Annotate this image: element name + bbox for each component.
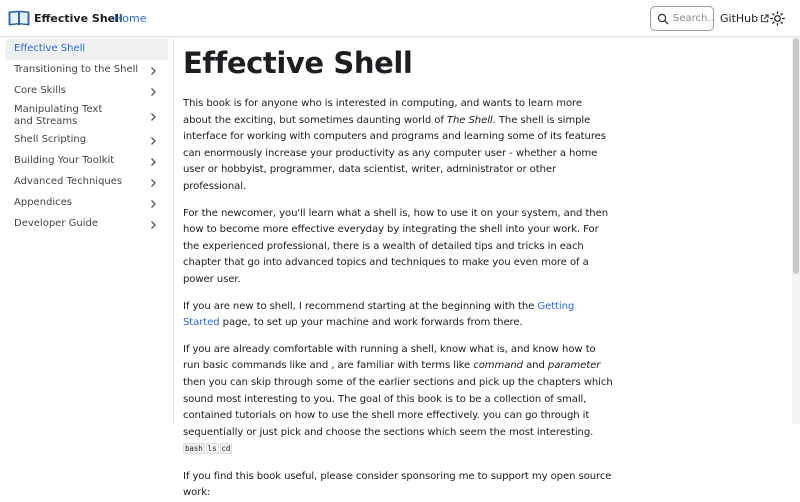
chevron-right-icon[interactable] bbox=[148, 112, 158, 122]
emphasis-text: The Shell bbox=[446, 114, 493, 126]
search-box[interactable] bbox=[650, 6, 714, 31]
top-navbar bbox=[0, 0, 800, 37]
book-logo-icon bbox=[8, 9, 30, 27]
sidebar-item-label: Building Your Toolkit bbox=[14, 155, 115, 167]
chevron-right-icon[interactable] bbox=[148, 136, 158, 146]
search-input[interactable] bbox=[673, 13, 715, 24]
sidebar-item-label: Manipulating Text and Streams bbox=[14, 103, 103, 127]
docs-sidebar bbox=[0, 38, 174, 424]
sponsor-paragraph: If you find this book useful, please consider sponsoring me to support my open source work: bbox=[183, 470, 612, 499]
github-link[interactable] bbox=[720, 12, 769, 25]
text-span: If you are new to shell, I recommend starting at the beginning with the bbox=[183, 300, 538, 312]
text-span: If you are already comfortable with running a shell, know what is, and know how to run basic commands like and , are familiar with terms like bbox=[183, 343, 596, 372]
chevron-right-icon[interactable] bbox=[148, 66, 158, 76]
sidebar-item-developer-guide[interactable] bbox=[5, 214, 168, 235]
nav-home-link[interactable]: Home bbox=[114, 12, 147, 25]
search-icon bbox=[657, 13, 669, 25]
chevron-right-icon[interactable] bbox=[148, 220, 158, 230]
sun-theme-toggle-icon[interactable] bbox=[770, 11, 785, 26]
page-scrollbar[interactable] bbox=[792, 38, 800, 424]
inline-code: bash bbox=[185, 444, 203, 454]
getting-started-paragraph bbox=[183, 299, 613, 332]
sidebar-item-building-toolkit[interactable] bbox=[5, 151, 168, 172]
sidebar-item-manipulating-text[interactable] bbox=[5, 102, 168, 130]
sidebar-item-appendices[interactable] bbox=[5, 193, 168, 214]
sidebar-item-core-skills[interactable] bbox=[5, 81, 168, 102]
brand-link[interactable] bbox=[8, 9, 123, 27]
chevron-right-icon[interactable] bbox=[148, 87, 158, 97]
scrollbar-thumb[interactable] bbox=[793, 38, 799, 274]
external-link-icon bbox=[760, 14, 769, 23]
sidebar-item-label: Developer Guide bbox=[14, 218, 98, 230]
inline-code: cd bbox=[221, 444, 231, 454]
sidebar-item-label: Transitioning to the Shell bbox=[14, 64, 139, 76]
getting-started-link[interactable]: Getting Started bbox=[183, 300, 575, 329]
chevron-right-icon[interactable] bbox=[148, 199, 158, 209]
sidebar-item-transitioning[interactable] bbox=[5, 60, 168, 81]
page-title: Effective Shell bbox=[183, 46, 413, 80]
newcomer-paragraph: For the newcomer, you'll learn what a shell is, how to use it on your system, and then how to become more effective everyday by integrating the shell into your work. For the experienced professional, there is a wealth of detailed tips and tricks in each chapter that go into advanced topics and techniques to make you even more of a power user. bbox=[183, 207, 609, 285]
sidebar-item-shell-scripting[interactable] bbox=[5, 130, 168, 151]
emphasis-text: parameter bbox=[547, 360, 601, 372]
chevron-right-icon[interactable] bbox=[148, 157, 158, 167]
experienced-paragraph bbox=[183, 342, 613, 459]
sidebar-item-label: Advanced Techniques bbox=[14, 176, 123, 188]
inline-code: ls bbox=[207, 444, 217, 454]
github-label: GitHub bbox=[720, 12, 759, 25]
text-span: This book is for anyone who is interested in computing, and wants to learn more about the exciting, but sometimes daunting world of bbox=[183, 98, 582, 126]
brand-title: Effective Shell bbox=[34, 11, 123, 25]
main-article bbox=[183, 38, 613, 502]
sidebar-item-label: Appendices bbox=[14, 197, 73, 209]
chevron-right-icon[interactable] bbox=[148, 178, 158, 188]
text-span: then you can skip through some of the earlier sections and pick up the chapters which sound most interesting to you. The goal of this book is to be a collection of small, contained tutorials on how to use the shell more effectively. you can go through it sequentially or just pick and choose the sections which seem the most interesting. bbox=[183, 376, 613, 438]
text-span: page, to set up your machine and work forwards from there. bbox=[219, 317, 523, 329]
sidebar-item-advanced-techniques[interactable] bbox=[5, 172, 168, 193]
sidebar-item-label: Core Skills bbox=[14, 85, 67, 97]
text-span: and bbox=[522, 360, 548, 372]
intro-paragraph bbox=[183, 96, 613, 196]
text-span: . The shell is simple interface for working with computers and programs and learning some of its features can enormously increase your productivity as any computer user - whether a home user or hobbyist, programmer, data scientist, writer, administrator or other professional. bbox=[183, 114, 606, 192]
sidebar-item-effective-shell[interactable] bbox=[5, 39, 168, 60]
sidebar-item-label: Effective Shell bbox=[14, 43, 86, 55]
emphasis-text: command bbox=[473, 360, 523, 372]
sidebar-item-label: Shell Scripting bbox=[14, 134, 87, 146]
